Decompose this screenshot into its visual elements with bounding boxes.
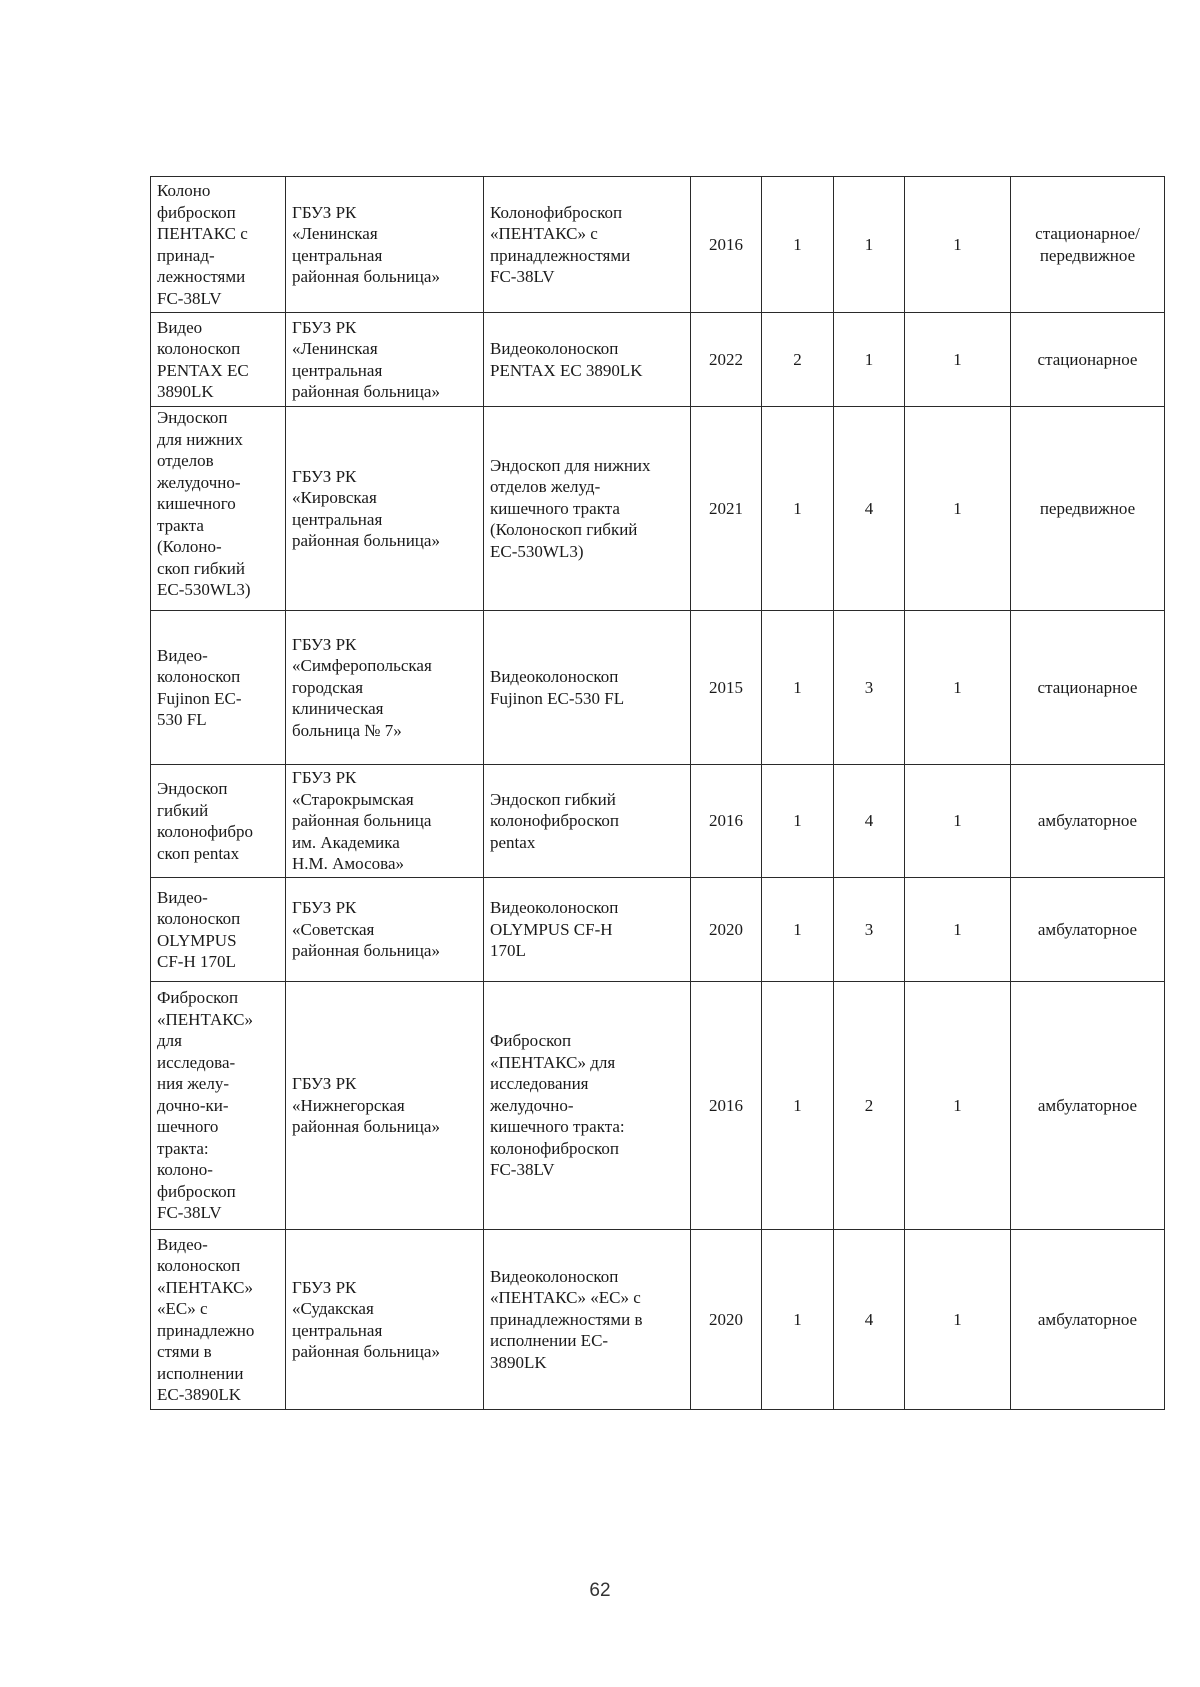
usage-type-cell: амбулаторное: [1011, 878, 1165, 982]
year-cell: 2020: [691, 1230, 762, 1410]
model-cell: Видеоколоноскоп PENTAX EC 3890LK: [484, 313, 691, 407]
equipment-name-cell: Видео колоноскоп PENTAX EC 3890LK: [151, 313, 286, 407]
count-cell-3: 1: [905, 1230, 1011, 1410]
count-cell-2: 4: [834, 1230, 905, 1410]
equipment-name-cell: Фиброскоп «ПЕНТАКС» для исследова- ния желу- дочно-ки- шечного тракта: колоно- фиброскоп FC-38LV: [151, 982, 286, 1230]
institution-cell: ГБУЗ РК «Судакская центральная районная больница»: [286, 1230, 484, 1410]
table-row: [151, 878, 1165, 982]
count-cell-2: 1: [834, 313, 905, 407]
year-cell: 2016: [691, 177, 762, 313]
count-cell-2: 3: [834, 611, 905, 765]
model-cell: Видеоколоноскоп OLYMPUS CF-H 170L: [484, 878, 691, 982]
count-cell-3: 1: [905, 313, 1011, 407]
year-cell: 2016: [691, 982, 762, 1230]
table-row: [151, 313, 1165, 407]
model-cell: Эндоскоп гибкий колонофиброскоп pentax: [484, 765, 691, 878]
table-row: [151, 407, 1165, 611]
usage-type-cell: амбулаторное: [1011, 1230, 1165, 1410]
year-cell: 2015: [691, 611, 762, 765]
model-cell: Видеоколоноскоп «ПЕНТАКС» «ЕС» с принадлежностями в исполнении ЕС- 3890LK: [484, 1230, 691, 1410]
count-cell-3: 1: [905, 878, 1011, 982]
usage-type-cell: стационарное: [1011, 611, 1165, 765]
usage-type-cell: стационарное/ передвижное: [1011, 177, 1165, 313]
count-cell-2: 3: [834, 878, 905, 982]
table-row: [151, 611, 1165, 765]
count-cell-3: 1: [905, 982, 1011, 1230]
count-cell-1: 1: [762, 611, 834, 765]
page-number: 62: [589, 1580, 611, 1601]
equipment-name-cell: Видео- колоноскоп «ПЕНТАКС» «ЕС» с принадлежно стями в исполнении ЕС-3890LK: [151, 1230, 286, 1410]
institution-cell: ГБУЗ РК «Ленинская центральная районная больница»: [286, 313, 484, 407]
year-cell: 2021: [691, 407, 762, 611]
institution-cell: ГБУЗ РК «Старокрымская районная больница им. Академика Н.М. Амосова»: [286, 765, 484, 878]
usage-type-cell: стационарное: [1011, 313, 1165, 407]
table-row: [151, 982, 1165, 1230]
count-cell-3: 1: [905, 177, 1011, 313]
institution-cell: ГБУЗ РК «Кировская центральная районная больница»: [286, 407, 484, 611]
institution-cell: ГБУЗ РК «Советская районная больница»: [286, 878, 484, 982]
count-cell-1: 1: [762, 177, 834, 313]
table-row: [151, 1230, 1165, 1410]
count-cell-3: 1: [905, 611, 1011, 765]
usage-type-cell: амбулаторное: [1011, 765, 1165, 878]
equipment-name-cell: Колоно фиброскоп ПЕНТАКС с принад- лежностями FC-38LV: [151, 177, 286, 313]
count-cell-2: 2: [834, 982, 905, 1230]
year-cell: 2022: [691, 313, 762, 407]
count-cell-3: 1: [905, 407, 1011, 611]
count-cell-1: 1: [762, 878, 834, 982]
model-cell: Видеоколоноскоп Fujinon EC-530 FL: [484, 611, 691, 765]
table-row: [151, 177, 1165, 313]
equipment-table: [150, 176, 1165, 1410]
model-cell: Фиброскоп «ПЕНТАКС» для исследования желудочно- кишечного тракта: колонофиброскоп FC-38LV: [484, 982, 691, 1230]
model-cell: Эндоскоп для нижних отделов желуд- кишечного тракта (Колоноскоп гибкий EC-530WL3): [484, 407, 691, 611]
count-cell-3: 1: [905, 765, 1011, 878]
model-cell: Колонофиброскоп «ПЕНТАКС» с принадлежностями FC-38LV: [484, 177, 691, 313]
usage-type-cell: амбулаторное: [1011, 982, 1165, 1230]
year-cell: 2016: [691, 765, 762, 878]
institution-cell: ГБУЗ РК «Симферопольская городская клиническая больница № 7»: [286, 611, 484, 765]
equipment-name-cell: Видео- колоноскоп Fujinon EC- 530 FL: [151, 611, 286, 765]
count-cell-2: 1: [834, 177, 905, 313]
count-cell-1: 2: [762, 313, 834, 407]
count-cell-2: 4: [834, 765, 905, 878]
count-cell-1: 1: [762, 1230, 834, 1410]
equipment-name-cell: Видео- колоноскоп OLYMPUS CF-H 170L: [151, 878, 286, 982]
count-cell-1: 1: [762, 765, 834, 878]
institution-cell: ГБУЗ РК «Нижнегорская районная больница»: [286, 982, 484, 1230]
year-cell: 2020: [691, 878, 762, 982]
usage-type-cell: передвижное: [1011, 407, 1165, 611]
equipment-name-cell: Эндоскоп для нижних отделов желудочно- кишечного тракта (Колоно- скоп гибкий EC-530WL3): [151, 407, 286, 611]
table-row: [151, 765, 1165, 878]
count-cell-1: 1: [762, 982, 834, 1230]
institution-cell: ГБУЗ РК «Ленинская центральная районная больница»: [286, 177, 484, 313]
equipment-name-cell: Эндоскоп гибкий колонофибро скоп pentax: [151, 765, 286, 878]
count-cell-1: 1: [762, 407, 834, 611]
count-cell-2: 4: [834, 407, 905, 611]
